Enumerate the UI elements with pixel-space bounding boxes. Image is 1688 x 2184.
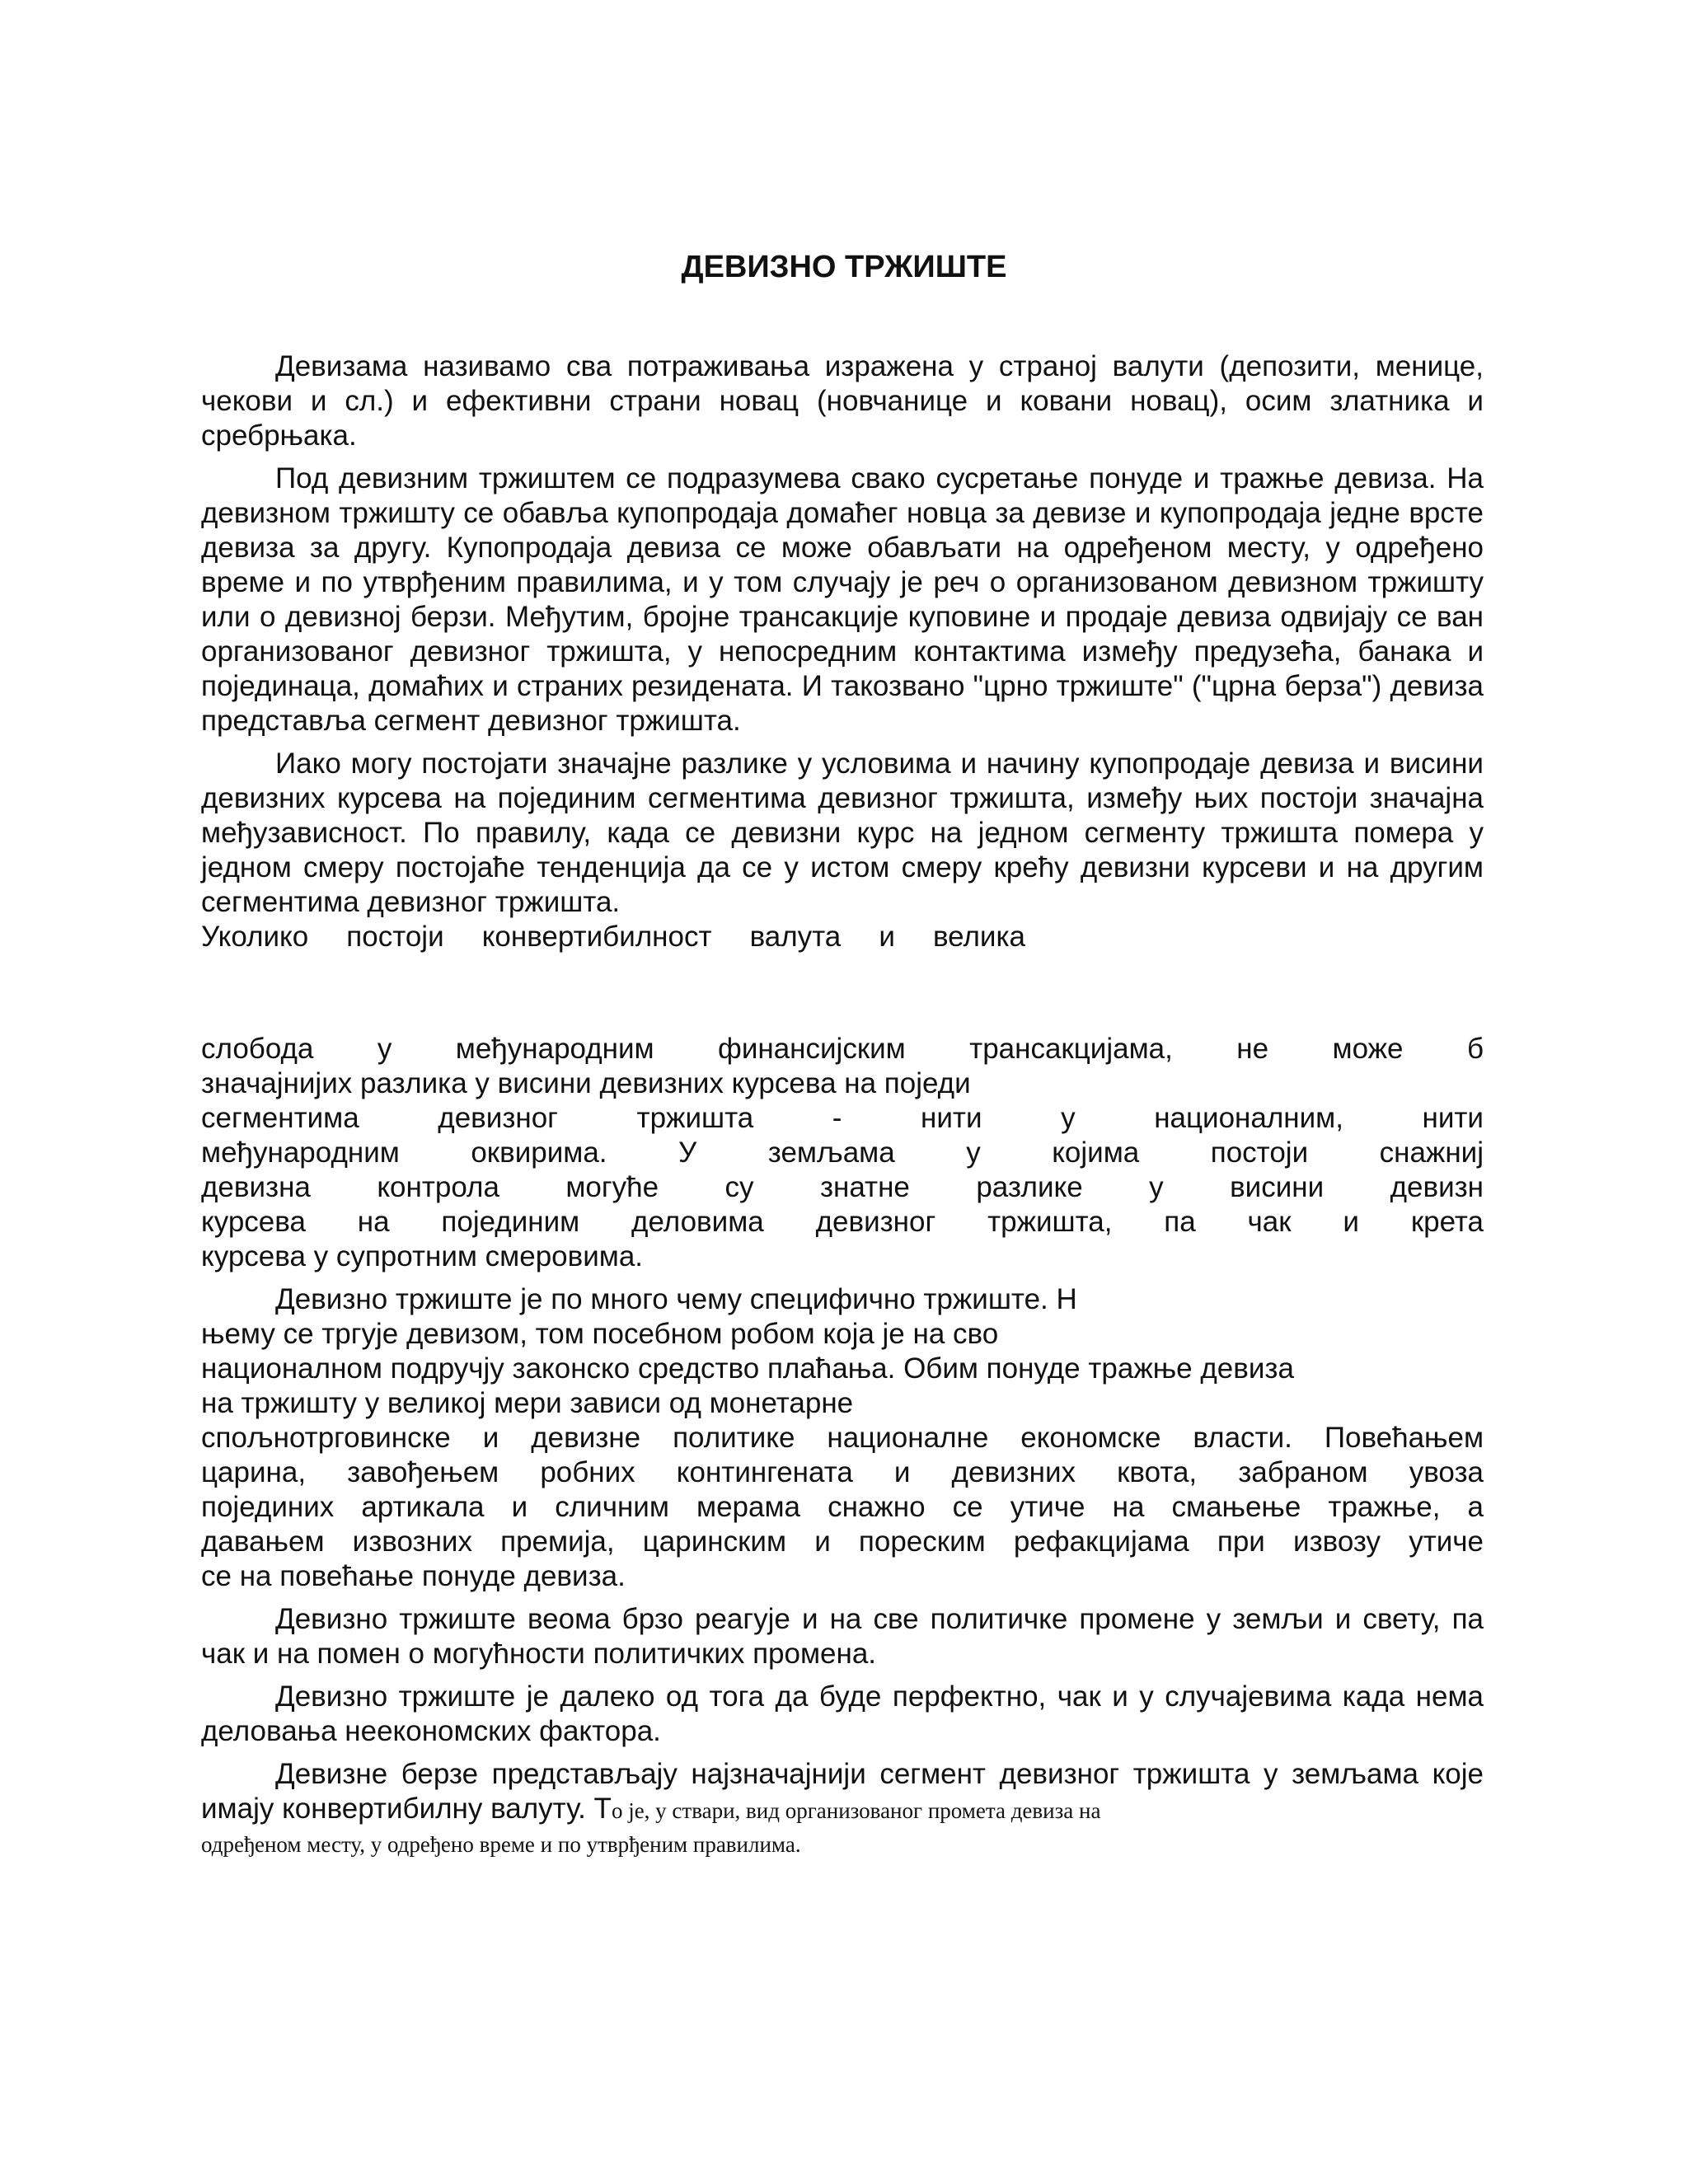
text-block-upper: [201, 349, 1484, 954]
paragraph-5-line-7: појединих артикала и сличним мерама снажно се утиче на смањење тражње, а: [201, 1491, 1484, 1523]
paragraph-8-lead: Девизне берзе представљају најзначајнији сегмент девизног тржишта у земљама које имају конвертибилну валуту. Т: [201, 1758, 1484, 1825]
fragment-line-6: курсева на појединим деловима девизног тржишта, па чак и крета: [201, 1206, 1484, 1238]
paragraph-7: Девизно тржиште је далеко од тога да буде перфектно, чак и у случајевима када нема деловања неекономских фактора.: [201, 1680, 1484, 1747]
document-title: ДЕВИЗНО ТРЖИШТЕ: [681, 250, 1007, 284]
paragraph-8: [201, 1757, 1484, 1828]
paragraph-2: Под девизним тржиштем се подразумева свако сусретање понуде и тражње девиза. На девизном тржишту се обавља купопродаја домаћег новца за девизе и купопродаја једне врсте девиза за другу. Купопродаја девиза се може обављати на одређеном месту, у одређено време и по утврђеним правилима, и у том случају је реч о организованом девизном тржишту или о девизној берзи. Међутим, бројне трансакције куповине и продаје девиза одвијају се ван организованог девизног тржишта, у непосредним контактима између предузећа, банака и појединаца, домаћих и страних резидената. И такозвано "црно тржиште" ("црна берза") девиза представља сегмент девизног тржишта.: [201, 462, 1484, 737]
fragment-line-1: слобода у међународним финансијским трансакцијама, не може б: [201, 1033, 1484, 1065]
paragraph-3: Иако могу постојати значајне разлике у условима и начину купопродаје девиза и висини девизних курсева на појединим сегментима девизног тржишта, између њих постоји значајна међузависност. По правилу, када се девизни курс на једном сегменту тржишта помера у једном смеру постојаће тенденција да се у истом смеру крећу девизни курсеви и на другим сегментима девизног тржишта.: [201, 748, 1484, 918]
paragraph-8-tail: о је, у ствари, вид организованог промета девиза на: [611, 1798, 1101, 1823]
paragraph-5-line-6: царина, завођењем робних контингената и девизних квота, забраном увоза: [201, 1456, 1484, 1488]
paragraph-5-line-9: се на повећање понуде девиза.: [201, 1560, 626, 1592]
paragraph-5-line-1: Девизно тржиште је по много чему специфично тржиште. Н: [275, 1283, 1077, 1315]
paragraph-5-line-2: њему се тргује девизом, том посебном робом која је на сво: [201, 1318, 999, 1350]
fragment-line-3: сегментима девизног тржишта - нити у националним, нити: [201, 1102, 1484, 1134]
paragraph-5-line-5: спољнотрговинске и девизне политике националне економске власти. Повећањем: [201, 1422, 1484, 1454]
fragment-line-7: курсева у супротним смеровима.: [201, 1240, 644, 1272]
paragraph-8-last-line: одређеном месту, у одређено време и по утврђеним правилима.: [201, 1832, 801, 1857]
paragraph-1: Девизама називамо сва потраживања изражена у страној валути (депозити, менице, чекови и сл.) и ефективни страни новац (новчанице и ковани новац), осим златника и сребрњака.: [201, 350, 1484, 452]
fragment-line-4: међународним оквирима. У земљама у којима постоји снажниј: [201, 1137, 1484, 1169]
text-block-lower: [201, 1032, 1484, 1861]
paragraph-6: Девизно тржиште веома брзо реагује и на све политичке промене у земљи и свету, па чак и на помен о могућности политичких промена.: [201, 1603, 1484, 1670]
paragraph-5-line-4: на тржишту у великој мери зависи од монетарне: [201, 1387, 854, 1419]
paragraph-5-line-8: давањем извозних премија, царинским и пореским рефакцијама при извозу утиче: [201, 1526, 1484, 1558]
fragment-line-2: значајнијих разлика у висини девизних курсева на поједи: [201, 1067, 971, 1099]
fragment-line-5: девизна контрола могуће су знатне разлике у висини девизн: [201, 1171, 1484, 1203]
paragraph-3-last-line: Уколико постоји конвертибилност валута и велика: [201, 921, 1025, 953]
paragraph-5-line-3: националном подручју законско средство плаћања. Обим понуде тражње девиза: [201, 1352, 1294, 1385]
